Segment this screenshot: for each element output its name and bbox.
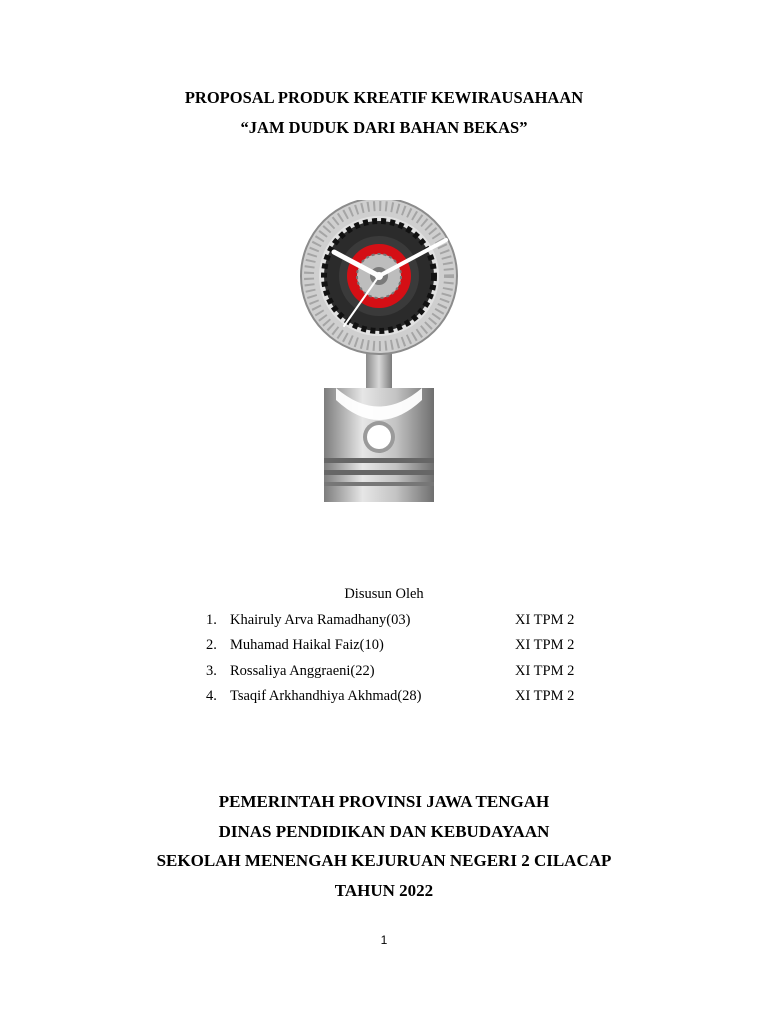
member-number: 1.	[206, 612, 217, 628]
member-row	[0, 688, 768, 708]
footer-line-department: DINAS PENDIDIKAN DAN KEBUDAYAAN	[218, 822, 550, 841]
footer-line-school: SEKOLAH MENENGAH KEJURUAN NEGERI 2 CILACAP	[156, 851, 612, 870]
member-number: 3.	[206, 663, 217, 679]
member-name: Muhamad Haikal Faiz(10)	[230, 637, 384, 653]
member-number: 4.	[206, 688, 217, 704]
member-row	[0, 637, 768, 657]
member-number: 2.	[206, 637, 217, 653]
member-name: Khairuly Arva Ramadhany(03)	[230, 612, 411, 628]
member-class: XI TPM 2	[515, 637, 575, 653]
brake-disc-face	[301, 200, 457, 354]
member-class: XI TPM 2	[515, 663, 575, 679]
member-class: XI TPM 2	[515, 688, 575, 704]
footer-line-province: PEMERINTAH PROVINSI JAWA TENGAH	[218, 792, 550, 811]
document-subtitle: “JAM DUDUK DARI BAHAN BEKAS”	[240, 118, 528, 137]
member-row	[0, 612, 768, 632]
page-number: 1	[380, 933, 388, 947]
footer-line-year: TAHUN 2022	[334, 881, 434, 900]
member-row	[0, 663, 768, 683]
member-class: XI TPM 2	[515, 612, 575, 628]
member-name: Tsaqif Arkhandhiya Akhmad(28)	[230, 688, 422, 704]
authors-heading: Disusun Oleh	[344, 586, 424, 602]
document-title: PROPOSAL PRODUK KREATIF KEWIRAUSAHAAN	[184, 88, 584, 107]
clock-illustration	[296, 200, 462, 505]
member-name: Rossaliya Anggraeni(22)	[230, 663, 375, 679]
piston-body	[324, 388, 434, 502]
